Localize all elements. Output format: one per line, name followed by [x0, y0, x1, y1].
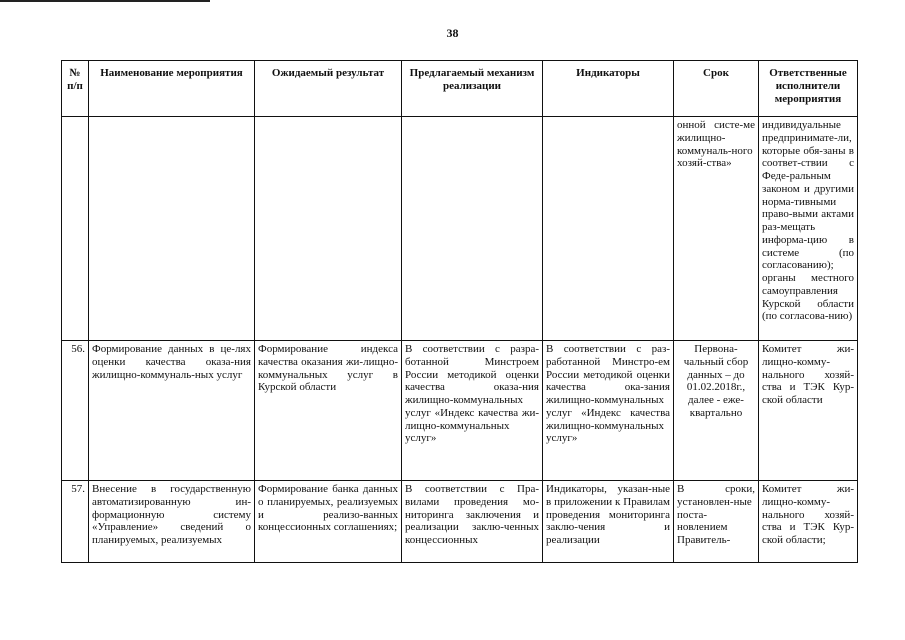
row-result: Формирование индекса качества оказания жи-лищно-коммунальных услуг в Курской области	[255, 341, 402, 481]
table-row	[62, 341, 858, 481]
row-indicators	[543, 117, 674, 341]
table-header-row	[62, 61, 858, 117]
row-mechanism: В соответствии с разра-ботанной Минстроем России методикой оценки качества оказа-ния жилищно-коммунальных услуг «Индекс качества жи-лищно-коммунальных услуг»	[402, 341, 543, 481]
header-mechanism: Предлагаемый механизм реализации	[402, 61, 543, 117]
row-result: Формирование банка данных о планируемых, реализуемых и реализо-ванных концессионных соглашениях;	[255, 481, 402, 563]
header-name: Наименование мероприятия	[89, 61, 255, 117]
row-num	[62, 117, 89, 341]
row-responsible: Комитет жи-лищно-комму-нального хозяй-ства и ТЭК Кур-ской области;	[759, 481, 858, 563]
row-term: В сроки, установлен-ные поста-новлением Правитель-	[674, 481, 759, 563]
row-name: Формирование данных в це-лях оценки качества оказа-ния жилищно-коммуналь-ных услуг	[89, 341, 255, 481]
top-rule	[0, 0, 210, 2]
page-number: 38	[446, 26, 459, 40]
header-result: Ожидаемый результат	[255, 61, 402, 117]
row-responsible: индивидуальные предпринимате-ли, которые обя-заны в соответ-ствии с Феде-ральным законом и другими норма-тивными право-выми актами раз-мещать информа-цию в системе (по согласованию); органы местного самоуправления Курской области (по согласова-нию)	[759, 117, 858, 341]
header-indicators: Индикаторы	[543, 61, 674, 117]
row-num: 57.	[62, 481, 89, 563]
table-row	[62, 117, 858, 341]
row-indicators: Индикаторы, указан-ные в приложении к Правилам проведения мониторинга заклю-чения и реализации	[543, 481, 674, 563]
row-term: онной систе-ме жилищно-коммуналь-ного хозяй-ства»	[674, 117, 759, 341]
header-term: Срок	[674, 61, 759, 117]
header-responsible: Ответственные исполнители мероприятия	[759, 61, 858, 117]
row-term: Первона-чальный сбор данных – до 01.02.2018г., далее - еже-квартально	[674, 341, 759, 481]
row-mechanism	[402, 117, 543, 341]
row-name: Внесение в государственную автоматизированную ин-формационную систему «Управление» сведений о планируемых, реализуемых	[89, 481, 255, 563]
row-num: 56.	[62, 341, 89, 481]
table-row	[62, 481, 858, 563]
row-name	[89, 117, 255, 341]
action-plan-table	[61, 60, 858, 563]
row-result	[255, 117, 402, 341]
row-mechanism: В соответствии с Пра-вилами проведения мо-ниторинга заключения и реализации заклю-ченных концессионных	[402, 481, 543, 563]
row-responsible: Комитет жи-лищно-комму-нального хозяй-ства и ТЭК Кур-ской области	[759, 341, 858, 481]
row-indicators: В соответствии с раз-работанной Минстро-ем России методикой оценки качества ока-зания жилищно-коммунальных услуг «Индекс качества жилищно-коммунальных услуг»	[543, 341, 674, 481]
header-num: № п/п	[62, 61, 89, 117]
